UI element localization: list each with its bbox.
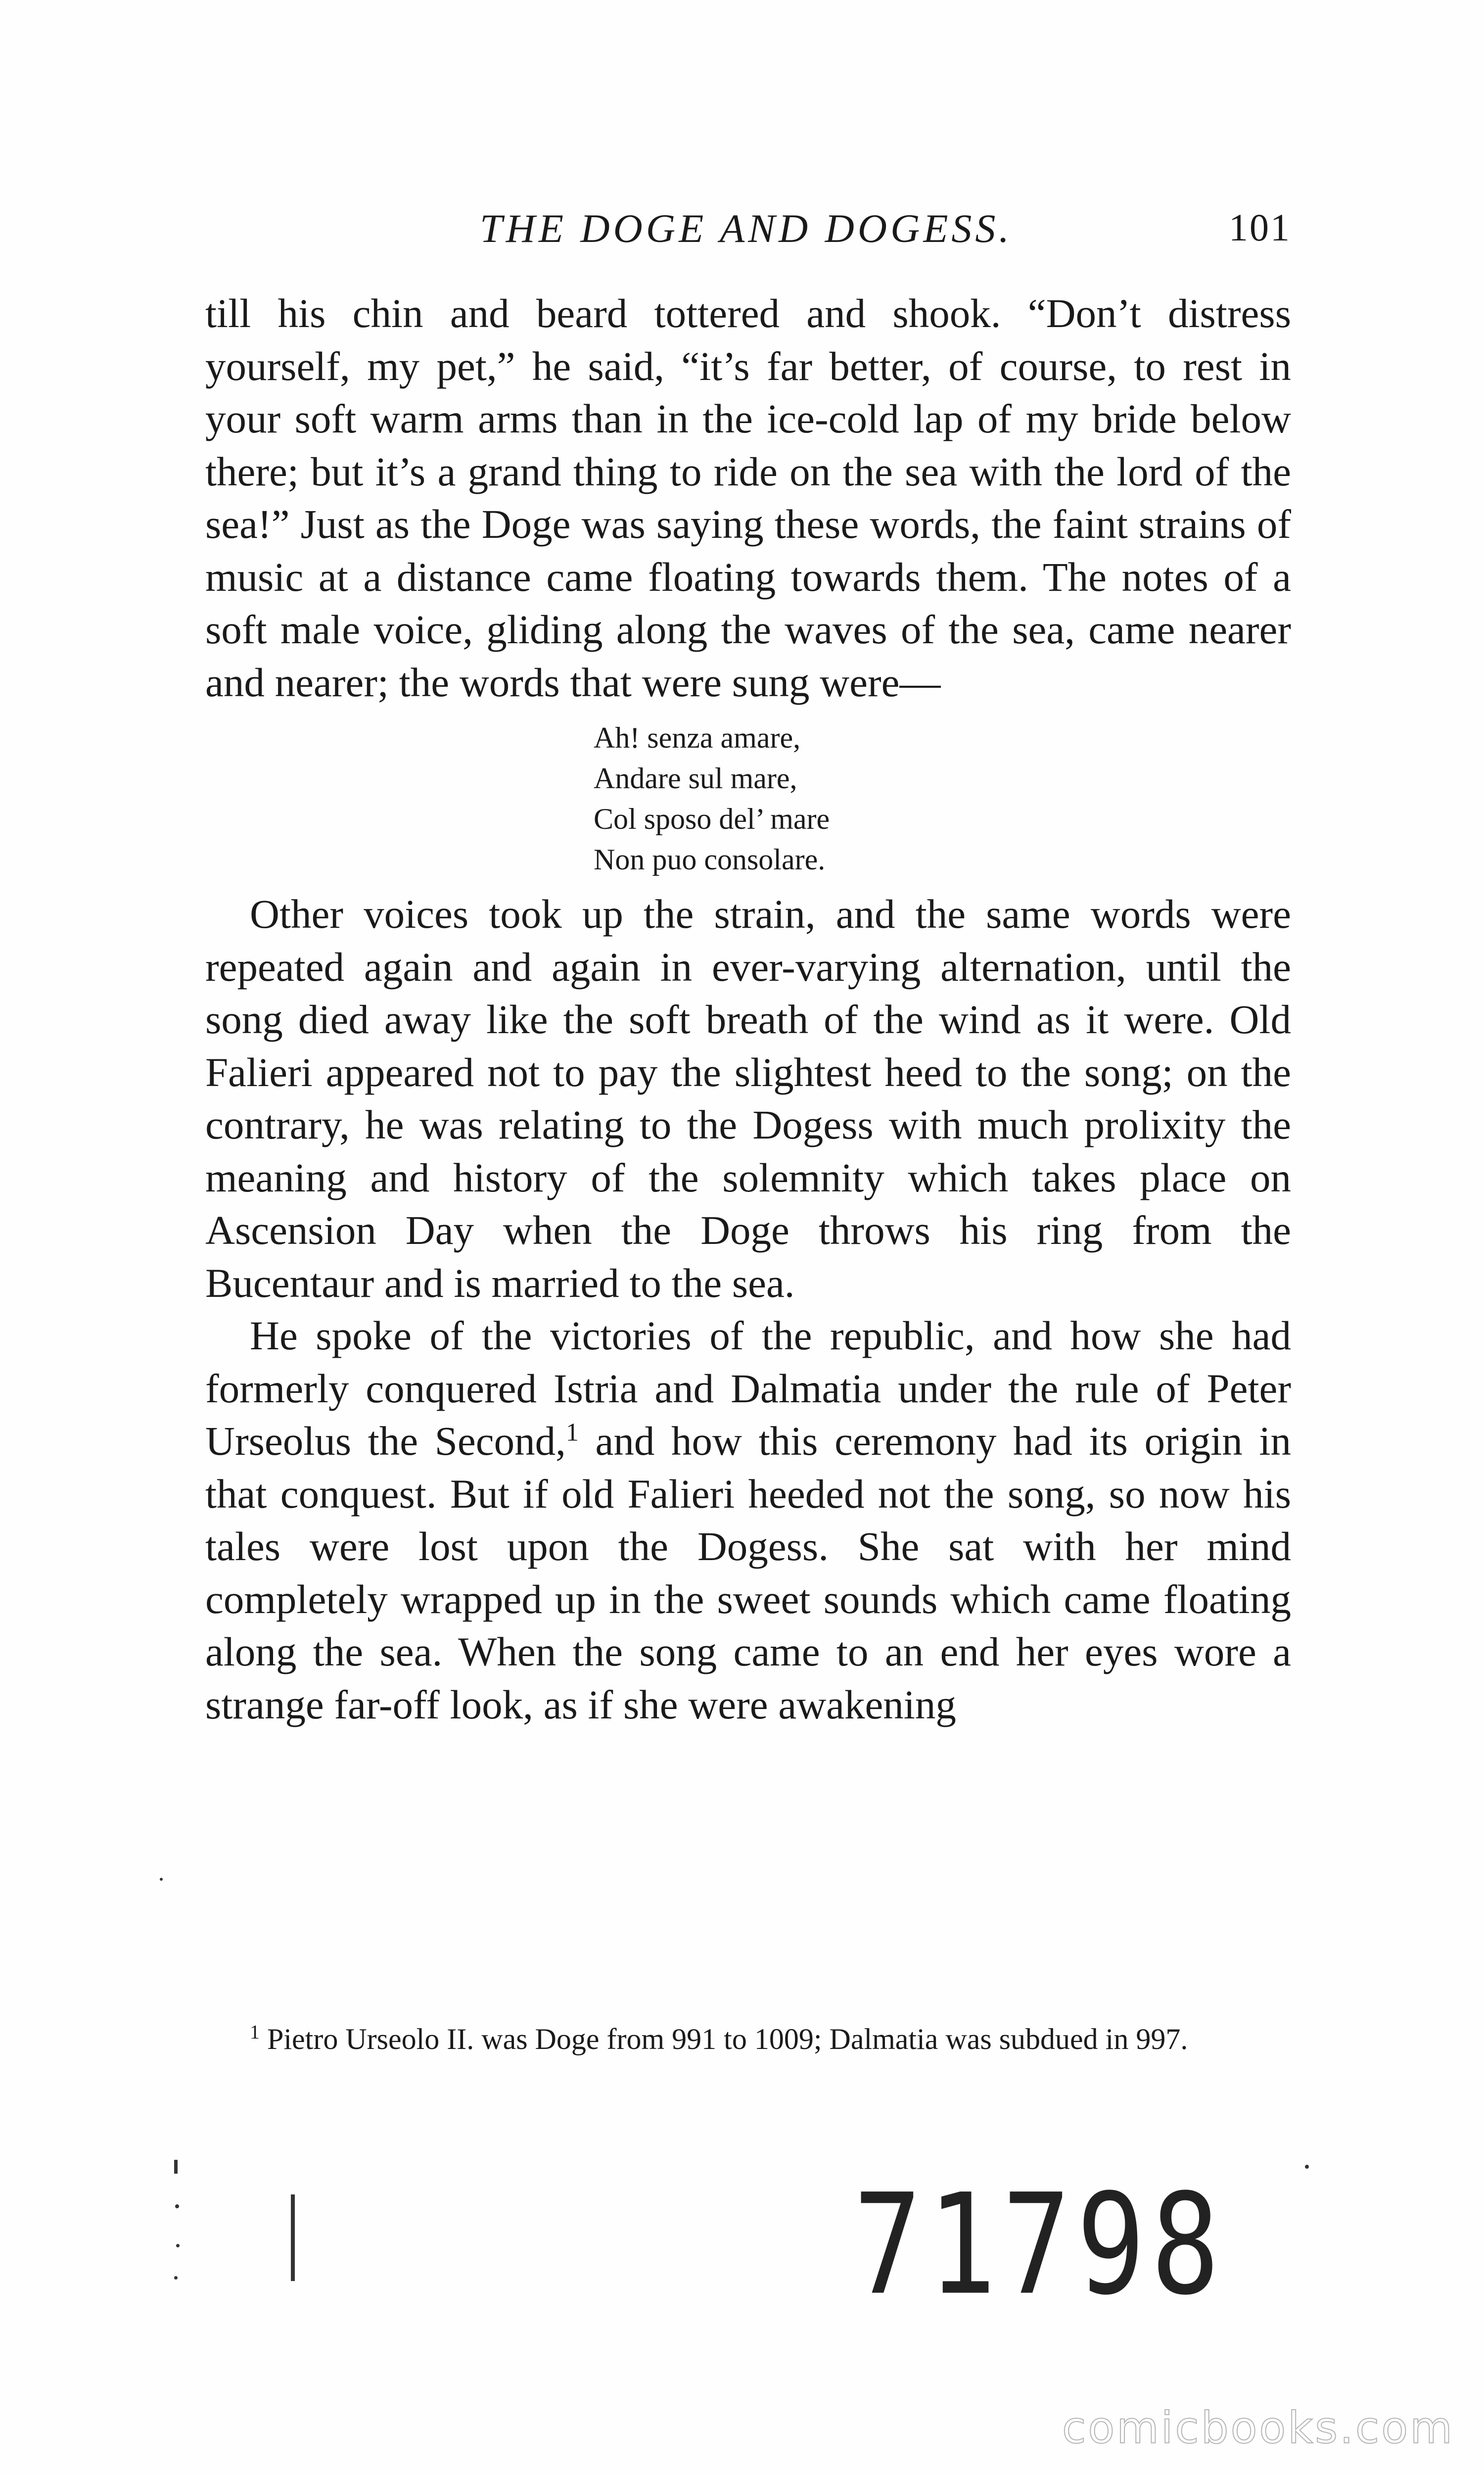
verse-line-3: Col sposo del’ mare [594,803,830,835]
scan-mark [160,1878,163,1881]
paragraph-2: Other voices took up the strain, and the same words were repeated again and again in ever-varying alternation, until the song died away like the soft breath of the wind as it were. Old Falieri appeared not to pay the slightest heed to the song; on the contrary, he was relating to the Dogess with much prolixity the meaning and history of the solemnity which takes place on Ascension Day when the Doge throws his ring from the Bucentaur and is married to the sea. [205,891,1291,1306]
page-number: 101 [1229,206,1291,249]
scan-mark [174,2160,178,2174]
watermark: comicbooks.com [1062,2402,1454,2453]
scan-mark [176,2244,180,2247]
footnote-reference: 1 [565,1418,579,1447]
footnote-marker: 1 [250,2021,260,2043]
paragraph-3-part-1: He spoke of the victories of the republic, and how she had formerly conquered Istria and Dalmatia under the rule of Peter Urseolus the Second, [205,1313,1291,1464]
footnotes [205,2019,1291,2060]
scan-mark [175,2204,179,2208]
running-title: THE DOGE AND DOGESS. [480,206,1013,251]
verse-line-1: Ah! senza amare, [594,721,801,754]
verse-line-2: Andare sul mare, [594,762,797,795]
paragraph-1: till his chin and beard tottered and shook. “Don’t distress yourself, my pet,” he said, “it’s far better, of course, to rest in your soft warm arms than in the ice-cold lap of my bride below there; but it’s a grand thing to ride on the sea with the lord of the sea!” Just as the Doge was saying these words, the faint strains of music at a distance came floating towards them. The notes of a soft male voice, gliding along the waves of the sea, came nearer and nearer; the words that were sung were— [205,290,1291,705]
footnote-1 [205,2019,1291,2060]
verse-line-4: Non puo consolare. [594,843,826,876]
running-header [205,205,1291,260]
paragraph-3 [205,1309,1291,1731]
scan-mark [291,2194,295,2281]
stamp-number: 71798 [853,2165,1226,2326]
paragraph-3-part-2: and how this ceremony had its origin in that conquest. But if old Falieri heeded not the song, so now his tales were lost upon the Dogess. She sat with her mind completely wrapped up in the sweet sounds which came floating along the sea. When the song came to an end her eyes wore a strange far-off look, as if she were awakening [205,1418,1291,1727]
verse-block [594,717,1291,880]
footnote-text: Pietro Urseolo II. was Doge from 991 to 1009; Dalmatia was subdued in 997. [267,2023,1188,2055]
scan-mark [1305,2165,1309,2169]
scan-mark [174,2276,178,2280]
body-text [205,287,1291,1731]
